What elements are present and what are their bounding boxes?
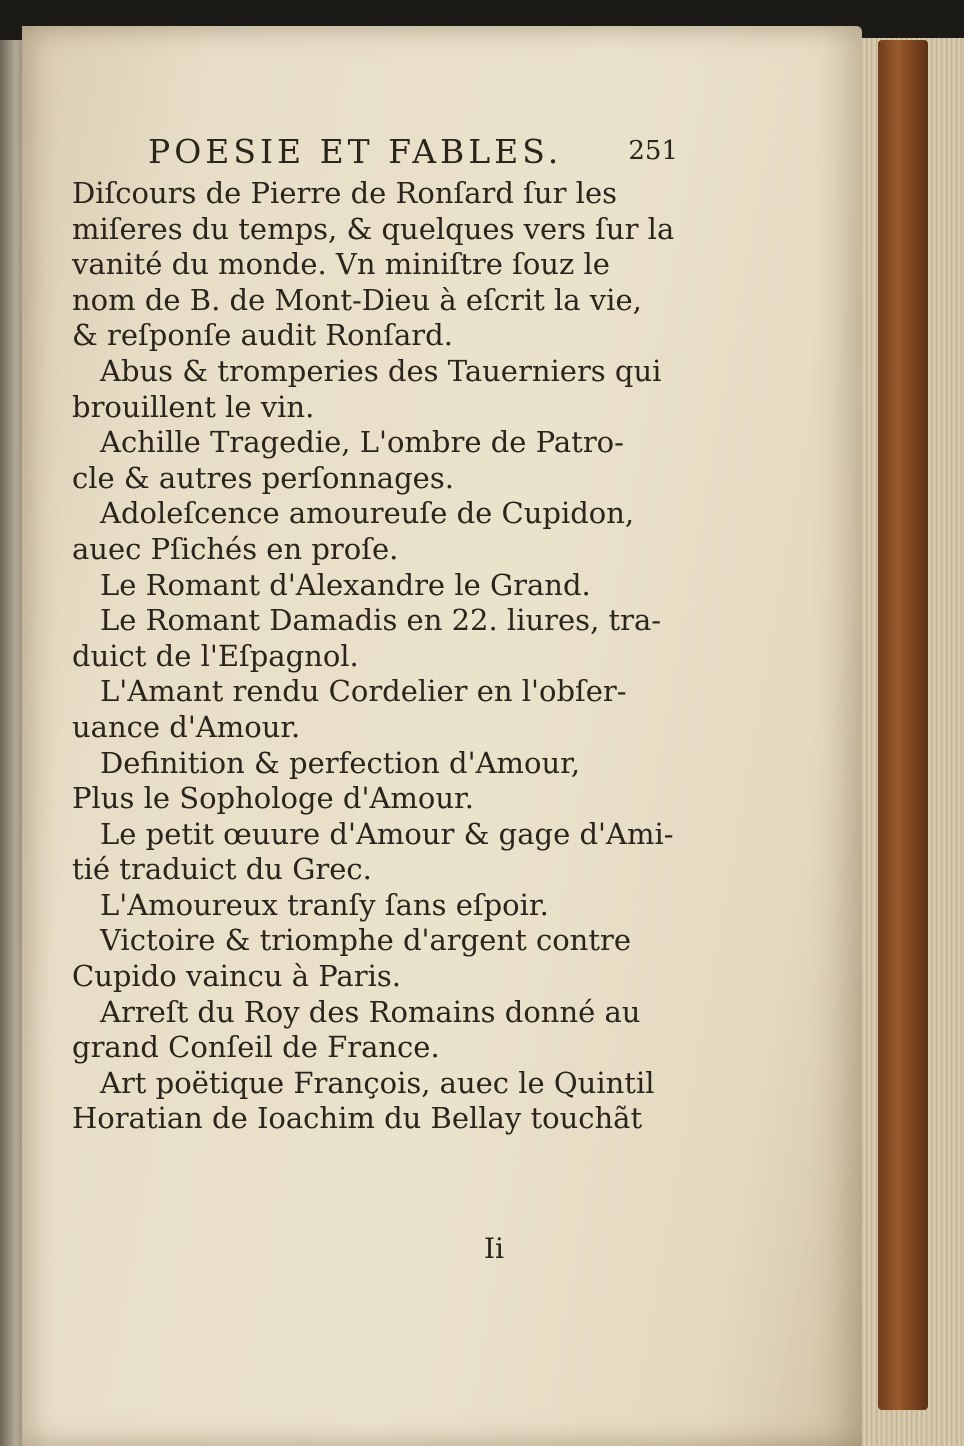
page-text [72, 128, 678, 1137]
text-line: auec Pſichés en proſe. [72, 531, 399, 566]
text-line: L'Amant rendu Cordelier en l'obſer- [100, 674, 627, 709]
text-line: cle & autres perſonnages. [72, 460, 454, 495]
text-line: Le petit œuure d'Amour & gage d'Ami- [100, 816, 674, 851]
text-line: Art poëtique François, auec le Quintil [100, 1065, 655, 1100]
leather-binding [878, 40, 928, 1410]
text-lines [72, 176, 675, 1137]
text-line: Le Romant d'Alexandre le Grand. [100, 567, 591, 602]
text-line: Arreſt du Roy des Romains donné au [100, 994, 641, 1029]
text-line: L'Amoureux tranſy ſans eſpoir. [100, 887, 549, 922]
text-line: tié traduict du Grec. [72, 852, 372, 887]
text-line: vanité du monde. Vn miniſtre ſouz le [72, 247, 610, 282]
text-line: Horatian de Ioachim du Bellay touchãt [72, 1101, 643, 1136]
text-line: Definition & perfection d'Amour, [100, 745, 581, 780]
text-line: & reſponſe audit Ronſard. [72, 318, 453, 353]
signature-mark: Ii [484, 1232, 505, 1265]
text-line: Abus & tromperies des Tauerniers qui [100, 353, 662, 388]
running-head-title: POESIE ET FABLES. [148, 132, 563, 171]
text-line: grand Conſeil de France. [72, 1030, 440, 1065]
text-line: Le Romant Damadis en 22. liures, tra- [100, 603, 662, 638]
running-head [72, 128, 678, 176]
text-line: Plus le Sophologe d'Amour. [72, 781, 474, 816]
text-line: Diſcours de Pierre de Ronſard ſur les [72, 176, 617, 210]
text-line: nom de B. de Mont-Dieu à eſcrit la vie, [72, 282, 642, 317]
page-number: 251 [628, 136, 678, 166]
text-line: miſeres du temps, & quelques vers ſur la [72, 211, 675, 246]
text-line: Victoire & triomphe d'argent contre [100, 923, 632, 958]
text-line: duict de l'Eſpagnol. [72, 638, 359, 673]
text-line: uance d'Amour. [72, 709, 301, 744]
text-line: Adoleſcence amoureuſe de Cupidon, [100, 496, 635, 531]
text-line: Cupido vaincu à Paris. [72, 959, 401, 994]
text-line: Achille Tragedie, L'ombre de Patro- [100, 425, 624, 460]
text-line: brouillent le vin. [72, 389, 315, 424]
